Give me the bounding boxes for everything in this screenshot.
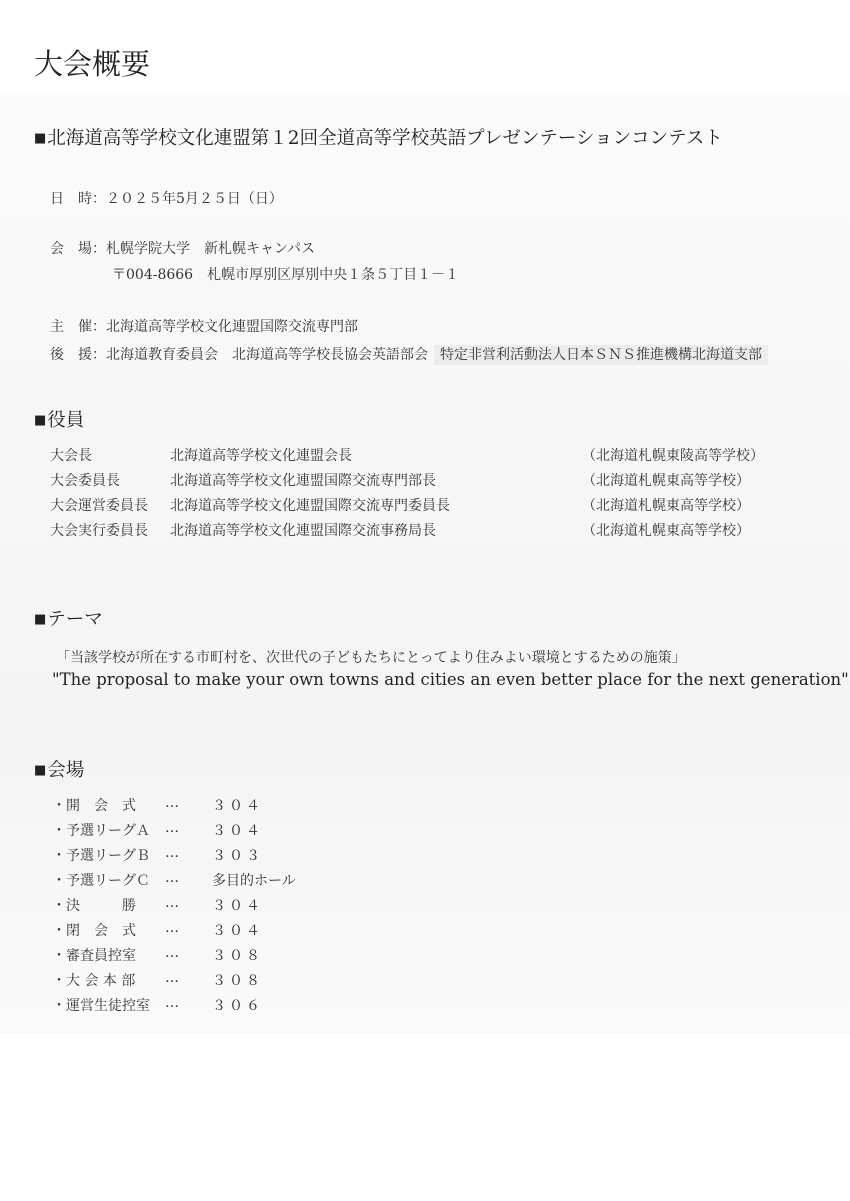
officer-title: 大会長: [50, 448, 92, 464]
venue-item-dots: …: [165, 945, 179, 961]
support-value: 北海道教育委員会 北海道高等学校長協会英語部会: [106, 347, 428, 363]
venue-item-room: ３０８: [212, 948, 263, 964]
venue-item-dots: …: [165, 895, 179, 911]
officer-affiliation: （北海道札幌東高等学校）: [582, 473, 750, 489]
support-row: [50, 344, 768, 364]
officer-title: 大会運営委員長: [50, 498, 148, 514]
square-bullet-icon: ■: [34, 413, 47, 428]
venue-label: 会 場：: [50, 241, 106, 257]
square-bullet-icon: ■: [34, 763, 47, 778]
officer-affiliation: （北海道札幌東陵高等学校）: [582, 448, 764, 464]
venue-item-room: ３０４: [212, 923, 263, 939]
page-title: 大会概要: [34, 47, 151, 81]
officer-row: [0, 520, 850, 540]
venue-item-room: ３０３: [212, 848, 263, 864]
venue-item-dots: …: [165, 995, 179, 1011]
venue-item-name: ・決 勝: [52, 898, 136, 914]
venue-value: 札幌学院大学 新札幌キャンパス: [106, 241, 316, 257]
venue-item-room: ３０４: [212, 898, 263, 914]
venue-item-name: ・予選リーグＡ: [52, 823, 150, 839]
support-label: 後 援：: [50, 347, 106, 363]
officers-heading: ■役員: [34, 410, 85, 431]
officer-title: 大会実行委員長: [50, 523, 148, 539]
officer-name: 北海道高等学校文化連盟会長: [170, 448, 352, 464]
officer-affiliation: （北海道札幌東高等学校）: [582, 498, 750, 514]
host-value: 北海道高等学校文化連盟国際交流専門部: [106, 319, 358, 335]
officer-row: [0, 495, 850, 515]
officer-row: [0, 445, 850, 465]
date-label: 日 時：: [50, 191, 106, 207]
venue-item-dots: …: [165, 820, 179, 836]
theme-heading: ■テーマ: [34, 609, 103, 630]
venue-item-dots: …: [165, 920, 179, 936]
venue-item-room: ３０４: [212, 798, 263, 814]
venue-item-room: ３０６: [212, 998, 263, 1014]
venue-row: [50, 238, 315, 258]
scan-background: [0, 95, 850, 1035]
officer-name: 北海道高等学校文化連盟国際交流専門委員長: [170, 498, 450, 514]
venue-item-dots: …: [165, 870, 179, 886]
theme-english: "The proposal to make your own towns and cities an even better place for the next generation": [52, 670, 849, 689]
support-highlight: 特定非営利活動法人日本ＳＮＳ推進機構北海道支部: [434, 345, 768, 365]
venue-item-name: ・予選リーグＣ: [52, 873, 150, 889]
square-bullet-icon: ■: [34, 612, 47, 627]
venue-item-dots: …: [165, 970, 179, 986]
venue-item-dots: …: [165, 845, 179, 861]
host-label: 主 催：: [50, 319, 106, 335]
contest-title: [34, 124, 723, 150]
venue-item-name: ・運営生徒控室: [52, 998, 150, 1014]
venue-item-room: ３０８: [212, 973, 263, 989]
venue-item-name: ・閉 会 式: [52, 923, 136, 939]
venue-address: 〒004-8666 札幌市厚別区厚別中央１条５丁目１－１: [112, 267, 460, 283]
venue-item-dots: …: [165, 795, 179, 811]
officer-name: 北海道高等学校文化連盟国際交流専門部長: [170, 473, 436, 489]
contest-title-text: 北海道高等学校文化連盟第１2回全道高等学校英語プレゼンテーションコンテスト: [47, 128, 723, 149]
venues-heading: ■会場: [34, 760, 85, 781]
date-row: [50, 188, 283, 208]
officer-title: 大会委員長: [50, 473, 120, 489]
venue-item-name: ・大 会 本 部: [52, 973, 136, 989]
theme-japanese: 「当該学校が所在する市町村を、次世代の子どもたちにとってより住みよい環境とするための施策」: [56, 650, 686, 666]
date-value: ２０２５年5月２５日（日）: [106, 191, 283, 207]
venue-item-room: 多目的ホール: [212, 873, 296, 889]
venue-item-name: ・審査員控室: [52, 948, 136, 964]
square-bullet-icon: ■: [34, 131, 47, 146]
venue-item-name: ・開 会 式: [52, 798, 136, 814]
host-row: [50, 316, 358, 336]
officer-row: [0, 470, 850, 490]
venue-item-name: ・予選リーグＢ: [52, 848, 150, 864]
officer-affiliation: （北海道札幌東高等学校）: [582, 523, 750, 539]
venue-item-room: ３０４: [212, 823, 263, 839]
officer-name: 北海道高等学校文化連盟国際交流事務局長: [170, 523, 436, 539]
